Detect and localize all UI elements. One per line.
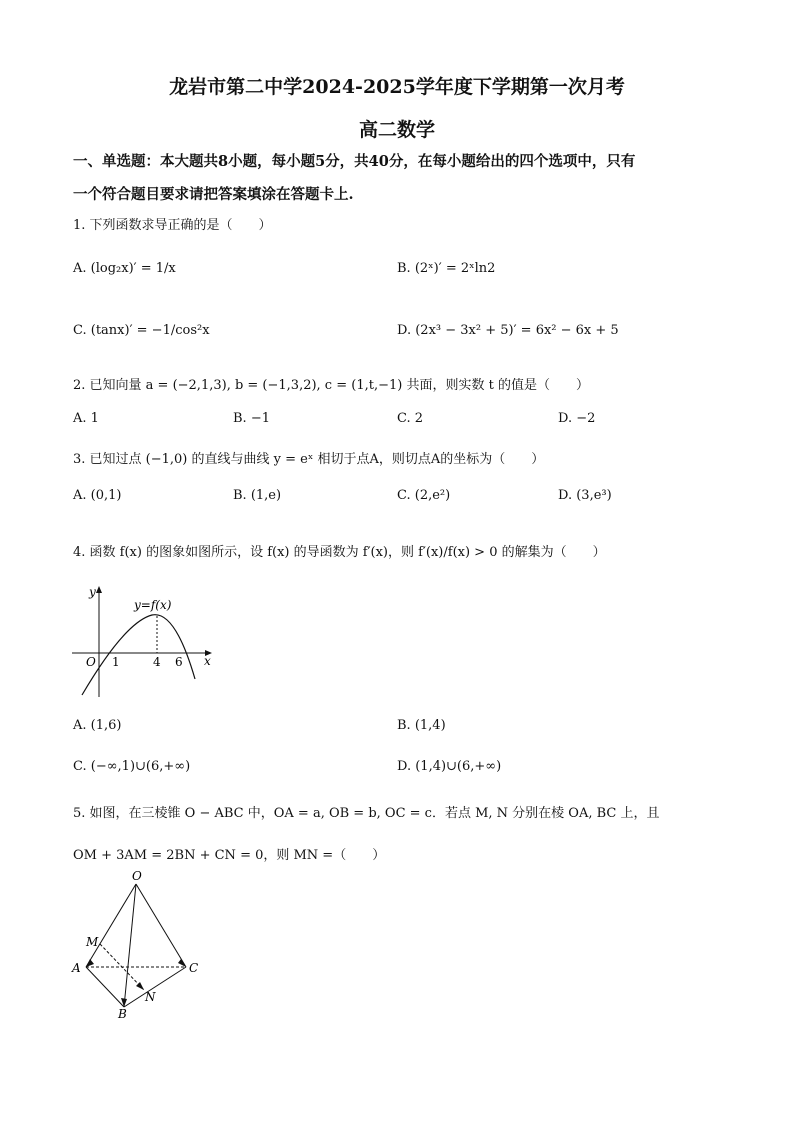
q4-option-b[interactable]: B. (1,4)	[397, 718, 446, 733]
q4-stem: 4. 函数 f(x) 的图象如图所示，设 f(x) 的导函数为 f′(x)，则 f′(x)/f(x) > 0 的解集为（ ）	[73, 545, 606, 560]
q4-function-graph	[70, 582, 220, 702]
q1-stem: 1. 下列函数求导正确的是（ ）	[73, 218, 272, 233]
vertex-label-m: M	[86, 935, 99, 949]
q1-option-c[interactable]: C. (tanx)′ = −1/cos²x	[73, 323, 210, 338]
vertex-label-n: N	[145, 990, 156, 1004]
q5-stem-line1: 5. 如图，在三棱锥 O − ABC 中，OA = a, OB = b, OC = c．若点 M, N 分别在棱 OA, BC 上，且	[73, 806, 660, 821]
arrow-a-icon	[86, 959, 94, 967]
section-instructions-line2: 一个符合题目要求请把答案填涂在答题卡上.	[73, 186, 354, 203]
y-axis-label: y	[89, 585, 96, 599]
exam-subtitle: 高二数学	[358, 119, 435, 141]
edge-oa	[86, 884, 136, 967]
q3-option-c[interactable]: C. (2,e²)	[397, 488, 451, 503]
q2-option-d[interactable]: D. −2	[558, 411, 596, 426]
tick-label-4: 4	[153, 655, 161, 669]
q2-option-c[interactable]: C. 2	[397, 411, 424, 426]
origin-label: O	[86, 655, 96, 669]
edge-oc	[136, 884, 186, 967]
tick-label-6: 6	[175, 655, 183, 669]
y-axis-arrow-icon	[96, 586, 102, 593]
q3-stem: 3. 已知过点 (−1,0) 的直线与曲线 y = eˣ 相切于点A，则切点A的坐标为（ ）	[73, 452, 545, 467]
vertex-label-a: A	[72, 961, 81, 975]
q1-option-b[interactable]: B. (2ˣ)′ = 2ˣln2	[397, 261, 496, 276]
q2-option-a[interactable]: A. 1	[73, 411, 99, 426]
arrow-n-icon	[136, 982, 144, 990]
section-instructions-line1: 一、单选题：本大题共8小题，每小题5分，共40分，在每小题给出的四个选项中，只有	[73, 153, 636, 170]
q4-option-c[interactable]: C. (−∞,1)∪(6,+∞)	[73, 759, 191, 774]
q1-option-d[interactable]: D. (2x³ − 3x² + 5)′ = 6x² − 6x + 5	[397, 323, 619, 338]
q3-option-b[interactable]: B. (1,e)	[233, 488, 282, 503]
x-axis-label: x	[204, 654, 211, 668]
vertex-label-b: B	[118, 1007, 127, 1020]
q1-option-a[interactable]: A. (log₂x)′ = 1/x	[73, 261, 176, 276]
vertex-label-c: C	[189, 961, 199, 975]
q2-option-b[interactable]: B. −1	[233, 411, 270, 426]
q4-option-a[interactable]: A. (1,6)	[73, 718, 122, 733]
curve-label: y=f(x)	[134, 598, 172, 612]
tick-label-1: 1	[112, 655, 120, 669]
q2-stem: 2. 已知向量 a = (−2,1,3), b = (−1,3,2), c = (1,t,−1) 共面，则实数 t 的值是（ ）	[73, 378, 589, 393]
q5-tetrahedron-figure	[70, 870, 210, 1020]
edge-ob	[124, 884, 136, 1007]
q5-stem-line2: OM + 3AM = 2BN + CN = 0，则 MN =（ ）	[73, 848, 386, 863]
q4-option-d[interactable]: D. (1,4)∪(6,+∞)	[397, 759, 502, 774]
edge-ab	[86, 967, 124, 1007]
exam-title: 龙岩市第二中学2024-2025学年度下学期第一次月考	[169, 76, 625, 98]
vertex-label-o: O	[132, 870, 142, 883]
q3-option-a[interactable]: A. (0,1)	[73, 488, 122, 503]
q3-option-d[interactable]: D. (3,e³)	[558, 488, 612, 503]
